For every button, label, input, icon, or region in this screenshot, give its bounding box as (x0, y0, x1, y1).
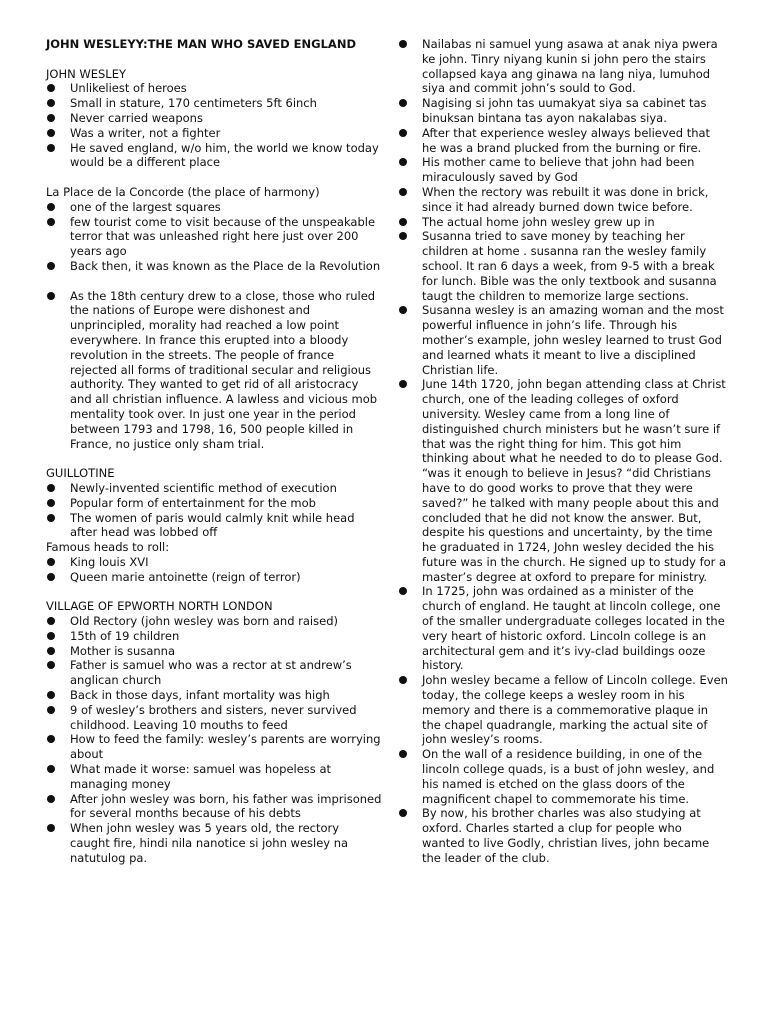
list-item: Father is samuel who was a rector at st andrew’s anglican church (46, 658, 382, 688)
list-item: In 1725, john was ordained as a minister of the church of england. He taught at lincoln college, one of the smaller undergraduate colleges located in the very heart of historic oxford. Lincoln college is an architectural gem and it’s ivy-clad buildings ooze history. (398, 584, 728, 673)
list-item: Susanna tried to save money by teaching her children at home . susanna ran the wesley family school. It ran 6 days a week, from 9-5 with a break for lunch. Bible was the only textbook and susanna taugt the children to memorize large sections. (398, 229, 728, 303)
list-item: few tourist come to visit because of the unspeakable terror that was unleashed right here just over 200 years ago (46, 215, 382, 259)
list-item: Old Rectory (john wesley was born and raised) (46, 614, 382, 629)
list-item: He saved england, w/o him, the world we know today would be a different place (46, 141, 382, 171)
section-heading-epworth: VILLAGE OF EPWORTH NORTH LONDON (46, 599, 273, 614)
famous-heads-subheading: Famous heads to roll: (46, 540, 170, 555)
document-title: JOHN WESLEYY:THE MAN WHO SAVED ENGLAND (46, 37, 356, 51)
list-item: When the rectory was rebuilt it was done in brick, since it had already burned down twice before. (398, 185, 728, 215)
list-item: June 14th 1720, john began attending class at Christ church, one of the leading colleges of oxford university. Wesley came from a long line of distinguished church ministers but he wasn’t sure if that was the right thing for him. This got him thinking about what he needed to do to please God. “was it enough to believe in Jesus? “did Christians have to do good works to prove that they were saved?” he talked with many people about this and concluded that he did not know the answer. But, despite his questions and uncertainty, by the time he graduated in 1724, John wesley decided the his future was in the church. He signed up to study for a master’s degree at oxford to prepare for ministry. (398, 377, 728, 584)
list-item: Unlikeliest of heroes (46, 81, 382, 96)
list-item: one of the largest squares (46, 200, 382, 215)
list-item: Back then, it was known as the Place de la Revolution (46, 259, 382, 274)
famous-heads-list (46, 555, 382, 585)
list-item: Small in stature, 170 centimeters 5ft 6inch (46, 96, 382, 111)
wesley-story-list (398, 37, 728, 866)
list-item: By now, his brother charles was also studying at oxford. Charles started a clup for people who wanted to live Godly, christian lives, john became the leader of the club. (398, 806, 728, 865)
guillotine-list (46, 481, 382, 540)
list-item: Was a writer, not a fighter (46, 126, 382, 141)
right-column (398, 37, 728, 866)
list-item: Newly-invented scientific method of execution (46, 481, 382, 496)
list-item: The women of paris would calmly knit while head after head was lobbed off (46, 511, 382, 541)
list-item: Susanna wesley is an amazing woman and the most powerful influence in john’s life. Through his mother’s example, john wesley learned to trust God and learned whats it meant to live a disciplined Christian life. (398, 303, 728, 377)
list-item: Mother is susanna (46, 644, 382, 659)
list-item: On the wall of a residence building, in one of the lincoln college quads, is a bust of john wesley, and his named is etched on the glass doors of the magnificent chapel to commemorate his time. (398, 747, 728, 806)
list-item: 15th of 19 children (46, 629, 382, 644)
list-item: Nailabas ni samuel yung asawa at anak niya pwera ke john. Tinry niyang kunin si john pero the stairs collapsed kaya ang ginawa na lang niya, lumuhod siya and commit john’s sould to God. (398, 37, 728, 96)
list-item: Nagising si john tas uumakyat siya sa cabinet tas binuksan bintana tas ayon nakalabas siya. (398, 96, 728, 126)
list-item: After that experience wesley always believed that he was a brand plucked from the burning or fire. (398, 126, 728, 156)
list-item: Popular form of entertainment for the mob (46, 496, 382, 511)
left-column (46, 37, 382, 866)
list-item: Queen marie antoinette (reign of terror) (46, 570, 382, 585)
concorde-list (46, 200, 382, 452)
list-item: 9 of wesley’s brothers and sisters, never survived childhood. Leaving 10 mouths to feed (46, 703, 382, 733)
section-heading-john-wesley: JOHN WESLEY (46, 66, 126, 81)
section-heading-guillotine: GUILLOTINE (46, 466, 115, 481)
list-item: John wesley became a fellow of Lincoln college. Even today, the college keeps a wesley room in his memory and there is a commemorative plaque in the chapel quadrangle, marking the actual site of john wesley’s rooms. (398, 673, 728, 747)
list-item: His mother came to believe that john had been miraculously saved by God (398, 155, 728, 185)
list-item: How to feed the family: wesley’s parents are worrying about (46, 732, 382, 762)
list-item: Back in those days, infant mortality was high (46, 688, 382, 703)
list-item: King louis XVI (46, 555, 382, 570)
list-item: Never carried weapons (46, 111, 382, 126)
list-item: The actual home john wesley grew up in (398, 215, 728, 230)
section-heading-place-de-la-concorde: La Place de la Concorde (the place of harmony) (46, 184, 320, 199)
list-item: After john wesley was born, his father was imprisoned for several months because of his debts (46, 792, 382, 822)
list-item: What made it worse: samuel was hopeless at managing money (46, 762, 382, 792)
john-wesley-list (46, 81, 382, 170)
epworth-list (46, 614, 382, 866)
list-item: As the 18th century drew to a close, those who ruled the nations of Europe were dishonest and unprincipled, morality had reached a low point everywhere. In france this erupted into a bloody revolution in the streets. The people of france rejected all forms of traditional secular and religious authority. They wanted to get rid of all aristocracy and all christian influence. A lawless and vicious mob mentality took over. In just one year in the period between 1793 and 1798, 16, 500 people killed in France, no justice only sham trial. (46, 289, 382, 452)
list-item: When john wesley was 5 years old, the rectory caught fire, hindi nila nanotice si john wesley na natutulog pa. (46, 821, 382, 865)
